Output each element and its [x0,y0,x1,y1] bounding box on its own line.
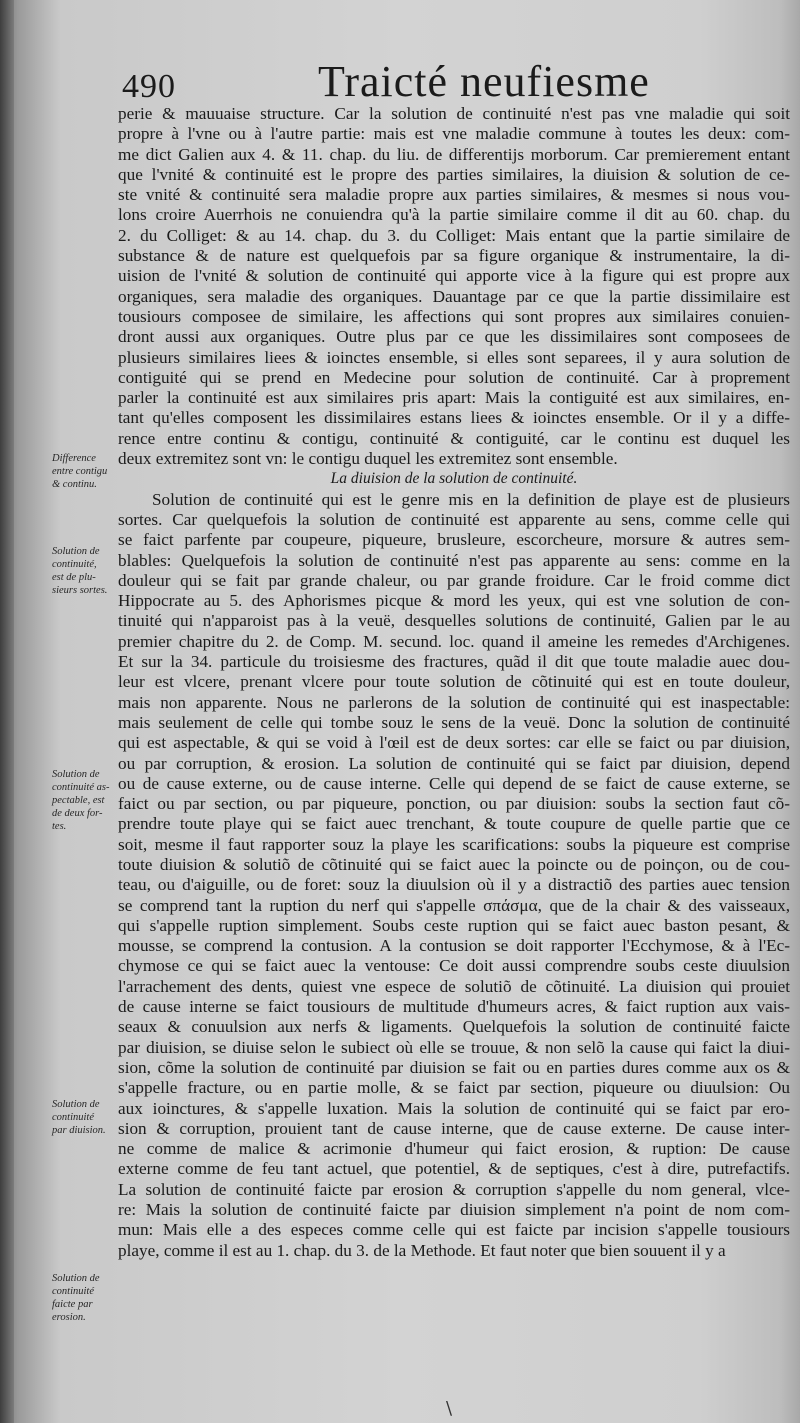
text-line: se comprend tant la ruption du nerf qui s'appelle σπάσμα, que de la chair & des vaisseaux, [118,895,790,915]
margin-note-line: pectable, est [52,795,105,806]
paragraph-solution-continuite [118,104,790,469]
margin-note-aspectable [52,768,122,833]
text-line: l'arrachement des dents, quiest vne espece de solutiõ de cõtinuité. La diuision qui prouiet [118,976,790,996]
margin-note-line: Solution de [52,546,100,557]
text-line: externe comme de feu tant actuel, que potentiel, & de septiques, c'est à dire, putrefactifs. [118,1159,790,1179]
text-line: tousiours composee de similaire, les affections qui sont propres aux similaires conuien- [118,306,790,326]
text-line: deux extremitez sont vn: le contigu duquel les extremitez sont ensemble. [118,449,618,469]
margin-note-difference [52,452,122,491]
text-line: prendre toute playe qui se faict auec trenchant, & toute coupure de quelle partie que ce [118,814,790,834]
margin-note-line: Difference [52,453,96,464]
text-line: aux ioinctures, & s'appelle luxation. Mais la solution de continuité qui se faict par ero- [118,1098,790,1118]
text-line: chymose ce qui se faict auec la ventouse: Ce doit aussi comprendre soubs ceste diuulsion [118,956,790,976]
text-line: douleur qui se fait par grande chaleur, ou par grande froidure. Car le froid comme dict [118,570,790,590]
text-line: La solution de continuité faicte par erosion & corruption s'appelle du nom general, vlce- [118,1179,790,1199]
text-line: propre à l'vne ou à l'autre partie: mais est vne maladie commune à toutes les deux: com- [118,124,790,144]
text-line: sion & corruption, prouient tant de cause interne, que de cause externe. De cause inter- [118,1118,790,1138]
text-line: seaux & conuulsion aux nerfs & ligaments. Quelquefois la solution de continuité faicte [118,1017,790,1037]
margin-note-line: continuité [52,1112,94,1123]
margin-note-line: Solution de [52,1099,100,1110]
margin-note-line: est de plu- [52,572,96,583]
text-line: qui s'appelle ruption simplement. Soubs ceste ruption qui se faict auec baston pesant, & [118,915,790,935]
text-line: sortes. Car quelquefois la solution de continuité est apparente au sens, comme celle qui [118,509,790,529]
text-line: sion, cõme la solution de continuité par diuision se fait ou en parties dures comme aux os & [118,1057,790,1077]
margin-note-line: faicte par [52,1299,93,1310]
page-edge-shadow [0,0,14,1423]
text-line: parler la continuité est aux similaires pris apart: Mais la contiguité est aux similaires, en- [118,388,790,408]
text-line: organiques, sera maladie des organiques. Dauantage par ce que la partie dissimilaire est [118,286,790,306]
margin-note-diuision [52,1098,122,1137]
body-text [118,104,790,1261]
text-line: soit, mesme il faut rapporter souz la playe les scarifications: soubs la piqueure est comprise [118,834,790,854]
text-line: blables: Quelquefois la solution de continuité n'est pas apparente au sens: comme en la [118,550,790,570]
text-line: mais non apparente. Nous ne parlerons de la solution de continuité qui est inaspectable: [118,692,790,712]
bottom-mark: \ [446,1398,453,1419]
margin-note-line: continuité, [52,559,97,570]
margin-note-line: sieurs sortes. [52,585,108,596]
text-line: se faict parfente par coupeure, piqueure, brusleure, escorcheure, morsure & autres sem- [118,530,790,550]
margin-note-line: de deux for- [52,808,103,819]
text-line: rence entre continu & contigu, continuité & contiguité, car le continu est duquel les [118,428,790,448]
text-line: Et sur la 34. particule du troisiesme des fractures, quãd il dit que toute maladie auec dou- [118,652,790,672]
text-line: Solution de continuité qui est le genre mis en la definition de playe est de plusieurs [152,489,790,509]
text-line: 2. du Colliget: & au 14. chap. du 3. du Colliget: Mais entant que la partie similaire de [118,225,790,245]
text-line: ou par corruption, & erosion. La solution de continuité qui se faict par diuision, depend [118,753,790,773]
text-line: leur est vlcere, prenant vlcere pour toute solution de cõtinuité qui est en toute douleur, [118,672,790,692]
page-number: 490 [122,68,176,105]
text-line: playe, comme il est au 1. chap. du 3. de la Methode. Et faut noter que bien souuent il y a [118,1240,726,1260]
margin-note-line: continuité [52,1286,94,1297]
text-line: dront aussi aux organiques. Outre plus par ce que les dissimilaires sont composees de [118,327,790,347]
text-line: de cause interne se faict tousiours de multitude d'humeurs acres, & faict ruption aux vais- [118,997,790,1017]
margin-note-line: continuité as- [52,782,110,793]
text-line: tant qu'elles composent les dissimilaires estans liees & ioinctes ensemble. Or il y a diffe- [118,408,790,428]
margin-note-line: par diuision. [52,1125,106,1136]
text-line: tinuité qui n'apparoist pas à la veuë, desquelles solutions de continuité, Galien par le au [118,611,790,631]
text-line: ou de cause externe, ou de cause interne. Celle qui depend de se faict de cause externe, se [118,773,790,793]
margin-note-sortes [52,545,122,597]
text-line: premier chapitre du 2. de Comp. M. secund. loc. quand il ameine les remedes d'Archigenes. [118,631,790,651]
text-line: uision de l'vnité & solution de continuité qui apporte vice à la figure qui est propre aux [118,266,790,286]
text-line: me dict Galien aux 4. & 11. chap. du liu. de differentijs morborum. Car premierement entant [118,144,790,164]
text-line: mais seulement de celle qui tombe souz le sens de la veuë. Donc la solution de continuité [118,712,790,732]
margin-note-line: Solution de [52,1273,100,1284]
text-line: ne comme de malice & acrimonie d'humeur qui faict erosion, & ruption: De cause [118,1139,790,1159]
text-line: s'appelle fracture, ou en partie molle, & se faict par section, piqueure ou diuulsion: Ou [118,1078,790,1098]
text-line: contiguité qui se prend en Medecine pour solution de continuité. Car à proprement [118,367,790,387]
section-heading: La diuision de la solution de continuité. [330,470,578,488]
text-line: Hippocrate au 5. des Aphorismes picque & mord les yeux, qui est vne solution de con- [118,591,790,611]
text-line: toute diuision & solutiõ de cõtinuité qui se faict auec la poincte ou de poinçon, ou de cou- [118,854,790,874]
text-line: mousse, se comprend la contusion. A la contusion se doit rapporter l'Ecchymose, & à l'Ec- [118,936,790,956]
text-line: perie & mauuaise structure. Car la solution de continuité n'est pas vne maladie qui soit [118,104,790,123]
text-line: teau, ou d'aiguille, ou de foret: souz la diuulsion où il y a distractiõ des parties auec tension [118,875,790,895]
text-line: re: Mais la solution de continuité faicte par diuision simplement n'a point de nom com- [118,1200,790,1220]
paragraph-diuision [118,490,790,1261]
page-header [118,52,788,106]
margin-note-line: tes. [52,821,67,832]
margin-note-line: erosion. [52,1312,86,1323]
text-line: par diuision, se diuise selon le subiect où elle se trouue, & non selõ la cause qui faict la diui- [118,1037,790,1057]
text-line: plusieurs similaires liees & ioinctes ensemble, si elles sont separees, il y aura solution de [118,347,790,367]
text-line: qui est aspectable, & qui se void à l'œil est de deux sortes: car elle se faict ou par diuision, [118,733,790,753]
margin-note-line: Solution de [52,769,100,780]
text-line: mun: Mais elle a des especes comme celle qui est faicte par incision s'appelle tousiours [118,1220,790,1240]
text-line: lons croire Auerrhois ne conuiendra qu'à la partie similaire comme il dit au 60. chap. du [118,205,790,225]
margin-note-erosion [52,1272,122,1324]
margin-note-line: & continu. [52,479,97,490]
text-line: que l'vnité & continuité est le propre des parties similaires, la diuision & solution de ce- [118,164,790,184]
margin-note-line: entre contigu [52,466,108,477]
text-line: ste vnité & continuité sera maladie propre aux parties similaires, & mesmes si nous vou- [118,185,790,205]
text-line: faict ou par section, ou par piqueure, ponction, ou par diuision: soubs la section faut cõ- [118,794,790,814]
text-line: substance & de nature est quelquefois par sa figure organique & instrumentaire, la di- [118,246,790,266]
running-title: Traicté neufiesme [318,57,650,106]
